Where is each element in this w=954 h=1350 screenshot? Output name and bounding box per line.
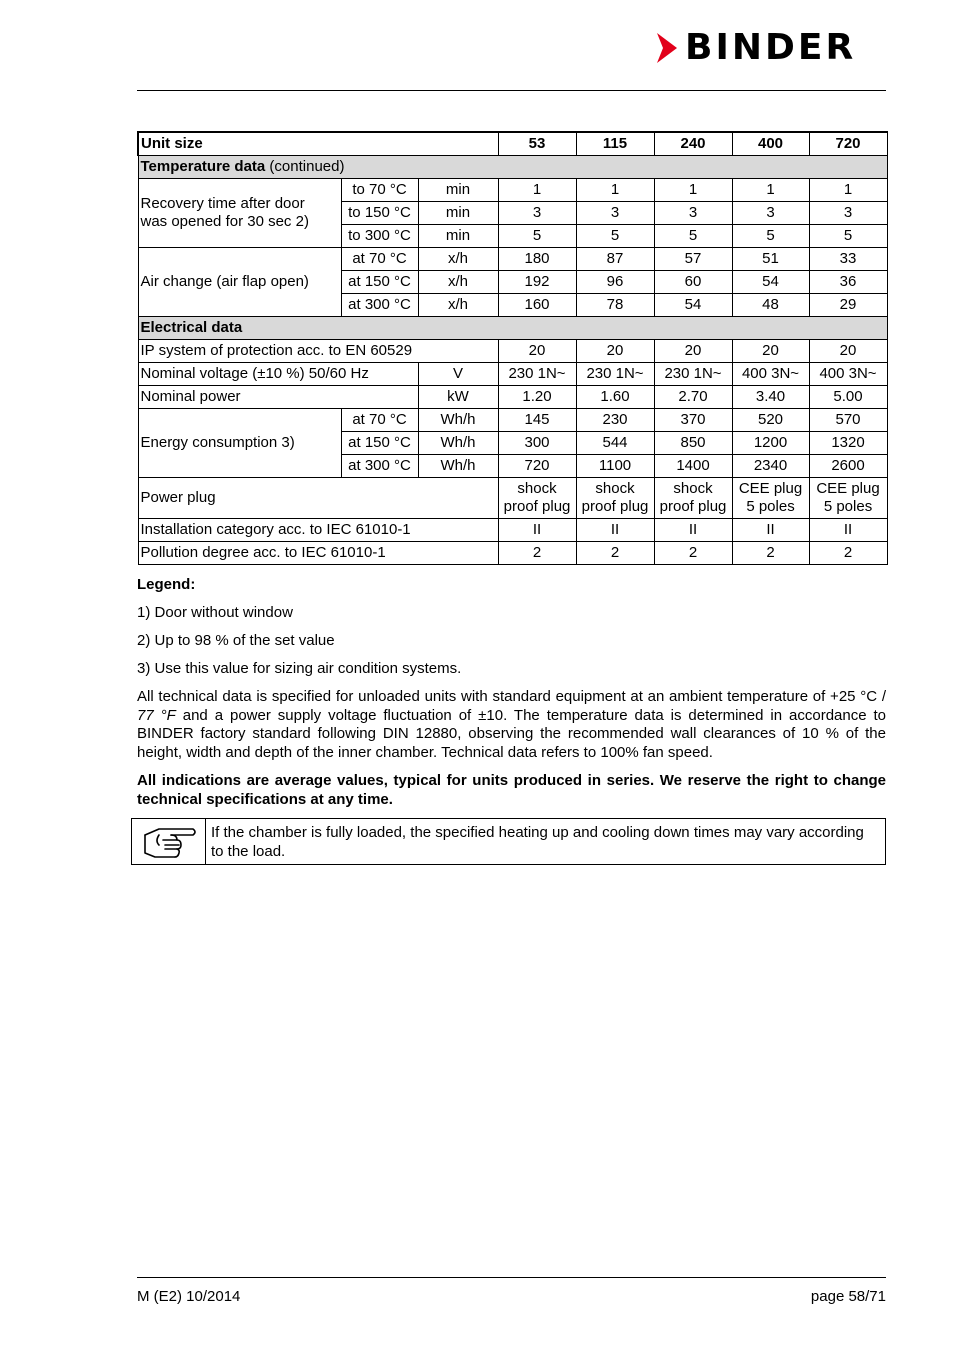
- value-cell: 60: [654, 271, 732, 294]
- value-cell: 48: [732, 294, 809, 317]
- label-line: Recovery time after door: [140, 195, 305, 212]
- page-number: page 58/71: [810, 1288, 886, 1305]
- value-cell: 57: [654, 248, 732, 271]
- value-cell: 570: [809, 409, 887, 432]
- value-cell: 192: [498, 271, 576, 294]
- value-cell: 180: [498, 248, 576, 271]
- value-cell: 2600: [809, 455, 887, 478]
- condition-cell: at 300 °C: [341, 455, 418, 478]
- average-values-notice: All indications are average values, typical for units produced in series. We reserve the right to change technical specifications at any time.: [137, 772, 886, 808]
- installation-category-label: Installation category acc. to IEC 61010-1: [138, 519, 498, 542]
- value-cell: 230: [576, 409, 654, 432]
- pointing-hand-icon: [132, 819, 206, 864]
- table-row: [138, 132, 887, 156]
- value-cell: 1: [498, 179, 576, 202]
- condition-cell: to 300 °C: [341, 225, 418, 248]
- plug-value-cell: [732, 478, 809, 519]
- condition-cell: at 150 °C: [341, 432, 418, 455]
- note-box: [131, 818, 886, 865]
- plug-line: proof plug: [659, 498, 727, 515]
- plug-value-cell: [654, 478, 732, 519]
- energy-consumption-label: Energy consumption 3): [138, 409, 341, 478]
- value-cell: 2.70: [654, 386, 732, 409]
- unit-cell: x/h: [418, 248, 498, 271]
- plug-line: 5 poles: [823, 498, 873, 515]
- condition-cell: at 300 °C: [341, 294, 418, 317]
- value-cell: 54: [732, 271, 809, 294]
- brand-name: BINDER: [685, 27, 857, 68]
- value-cell: 1: [732, 179, 809, 202]
- table-row: [138, 478, 887, 519]
- unit-size-header: 115: [576, 132, 654, 156]
- value-cell: 29: [809, 294, 887, 317]
- section-title: Electrical data: [140, 319, 243, 336]
- value-cell: 54: [654, 294, 732, 317]
- value-cell: 1.60: [576, 386, 654, 409]
- table-row: [138, 179, 887, 202]
- label-line: was opened for 30 sec 2): [140, 213, 309, 230]
- section-temperature: [138, 156, 887, 179]
- air-change-label: Air change (air flap open): [138, 248, 341, 317]
- unit-cell: x/h: [418, 294, 498, 317]
- table-row: [138, 409, 887, 432]
- value-cell: 2: [732, 542, 809, 565]
- footer-rule: [137, 1277, 886, 1278]
- value-cell: 78: [576, 294, 654, 317]
- unit-size-header: 720: [809, 132, 887, 156]
- value-cell: 87: [576, 248, 654, 271]
- value-cell: 230 1N~: [654, 363, 732, 386]
- section-subtitle: (continued): [265, 158, 345, 175]
- table-row: [138, 363, 887, 386]
- note-text: If the chamber is fully loaded, the specified heating up and cooling down times may vary according to the load.: [211, 824, 864, 860]
- value-cell: 96: [576, 271, 654, 294]
- legend-item-1: 1) Door without window: [137, 604, 293, 621]
- binder-arrow-icon: [655, 31, 679, 65]
- header-rule: [137, 90, 886, 91]
- unit-size-header: 53: [498, 132, 576, 156]
- value-cell: 720: [498, 455, 576, 478]
- value-cell: 33: [809, 248, 887, 271]
- condition-cell: to 70 °C: [341, 179, 418, 202]
- table-row: [138, 542, 887, 565]
- table-row: [138, 248, 887, 271]
- value-cell: 5: [809, 225, 887, 248]
- nominal-power-label: Nominal power: [138, 386, 418, 409]
- value-cell: 400 3N~: [732, 363, 809, 386]
- value-cell: 850: [654, 432, 732, 455]
- plug-line: shock: [673, 480, 713, 497]
- value-cell: 1: [809, 179, 887, 202]
- value-cell: 2: [576, 542, 654, 565]
- unit-size-label: Unit size: [138, 132, 498, 156]
- plug-line: proof plug: [581, 498, 649, 515]
- plug-value-cell: [576, 478, 654, 519]
- plug-value-cell: [498, 478, 576, 519]
- table-row: [138, 317, 887, 340]
- value-cell: 2: [809, 542, 887, 565]
- value-cell: 1: [576, 179, 654, 202]
- recovery-time-label: [138, 179, 341, 248]
- plug-line: proof plug: [503, 498, 571, 515]
- value-cell: 2340: [732, 455, 809, 478]
- value-cell: 1.20: [498, 386, 576, 409]
- plug-line: CEE plug: [816, 480, 880, 497]
- unit-size-header: 240: [654, 132, 732, 156]
- unit-cell: min: [418, 179, 498, 202]
- document-version: M (E2) 10/2014: [137, 1288, 241, 1305]
- value-cell: 36: [809, 271, 887, 294]
- unit-cell: Wh/h: [418, 455, 498, 478]
- value-cell: II: [654, 519, 732, 542]
- ip-protection-label: IP system of protection acc. to EN 60529: [138, 340, 498, 363]
- value-cell: 1400: [654, 455, 732, 478]
- condition-cell: at 70 °C: [341, 248, 418, 271]
- value-cell: 544: [576, 432, 654, 455]
- table-row: [138, 156, 887, 179]
- power-plug-label: Power plug: [138, 478, 498, 519]
- table-row: [138, 340, 887, 363]
- value-cell: 230 1N~: [498, 363, 576, 386]
- value-cell: 20: [498, 340, 576, 363]
- section-electrical: [138, 317, 887, 340]
- value-cell: II: [809, 519, 887, 542]
- plug-line: CEE plug: [738, 480, 803, 497]
- value-cell: 400 3N~: [809, 363, 887, 386]
- value-cell: 2: [498, 542, 576, 565]
- value-cell: 1320: [809, 432, 887, 455]
- value-cell: 20: [732, 340, 809, 363]
- value-cell: 5.00: [809, 386, 887, 409]
- value-cell: 5: [498, 225, 576, 248]
- value-cell: II: [576, 519, 654, 542]
- value-cell: 3.40: [732, 386, 809, 409]
- value-cell: 51: [732, 248, 809, 271]
- legend-title: Legend:: [137, 576, 196, 593]
- legend-item-3: 3) Use this value for sizing air condition systems.: [137, 660, 462, 677]
- table-row: [138, 386, 887, 409]
- value-cell: 3: [809, 202, 887, 225]
- unit-cell: min: [418, 225, 498, 248]
- plug-line: 5 poles: [746, 498, 795, 515]
- value-cell: 5: [732, 225, 809, 248]
- value-cell: II: [732, 519, 809, 542]
- value-cell: 3: [576, 202, 654, 225]
- value-cell: 160: [498, 294, 576, 317]
- value-cell: 5: [576, 225, 654, 248]
- condition-cell: at 70 °C: [341, 409, 418, 432]
- legend-item-2: 2) Up to 98 % of the set value: [137, 632, 335, 649]
- unit-cell: Wh/h: [418, 432, 498, 455]
- section-title: Temperature data: [140, 158, 266, 175]
- value-cell: 20: [654, 340, 732, 363]
- table-row: [138, 519, 887, 542]
- unit-size-header: 400: [732, 132, 809, 156]
- condition-cell: to 150 °C: [341, 202, 418, 225]
- nominal-voltage-label: Nominal voltage (±10 %) 50/60 Hz: [138, 363, 418, 386]
- plug-value-cell: [809, 478, 887, 519]
- unit-cell: x/h: [418, 271, 498, 294]
- binder-logo: [655, 27, 857, 68]
- plug-line: shock: [595, 480, 635, 497]
- value-cell: 3: [498, 202, 576, 225]
- value-cell: 3: [732, 202, 809, 225]
- value-cell: 370: [654, 409, 732, 432]
- value-cell: 145: [498, 409, 576, 432]
- value-cell: 520: [732, 409, 809, 432]
- value-cell: 20: [809, 340, 887, 363]
- unit-cell: Wh/h: [418, 409, 498, 432]
- value-cell: 1100: [576, 455, 654, 478]
- condition-cell: at 150 °C: [341, 271, 418, 294]
- technical-data-paragraph: All technical data is specified for unloaded units with standard equipment at an ambient temperature of +25 °C / 77 °F and a power supply voltage fluctuation of ±10. The temperature data is determined in accordance to BINDER factory standard following DIN 12880, observing the recommended wall clearances of 10 % of the height, width and depth of the inner chamber. Technical data refers to 100% fan speed.: [137, 688, 887, 761]
- value-cell: 230 1N~: [576, 363, 654, 386]
- unit-cell: V: [418, 363, 498, 386]
- value-cell: 20: [576, 340, 654, 363]
- unit-cell: min: [418, 202, 498, 225]
- value-cell: 3: [654, 202, 732, 225]
- value-cell: II: [498, 519, 576, 542]
- pollution-degree-label: Pollution degree acc. to IEC 61010-1: [138, 542, 498, 565]
- value-cell: 2: [654, 542, 732, 565]
- unit-cell: kW: [418, 386, 498, 409]
- value-cell: 1200: [732, 432, 809, 455]
- technical-data-table: [137, 131, 888, 565]
- plug-line: shock: [517, 480, 557, 497]
- value-cell: 5: [654, 225, 732, 248]
- value-cell: 1: [654, 179, 732, 202]
- value-cell: 300: [498, 432, 576, 455]
